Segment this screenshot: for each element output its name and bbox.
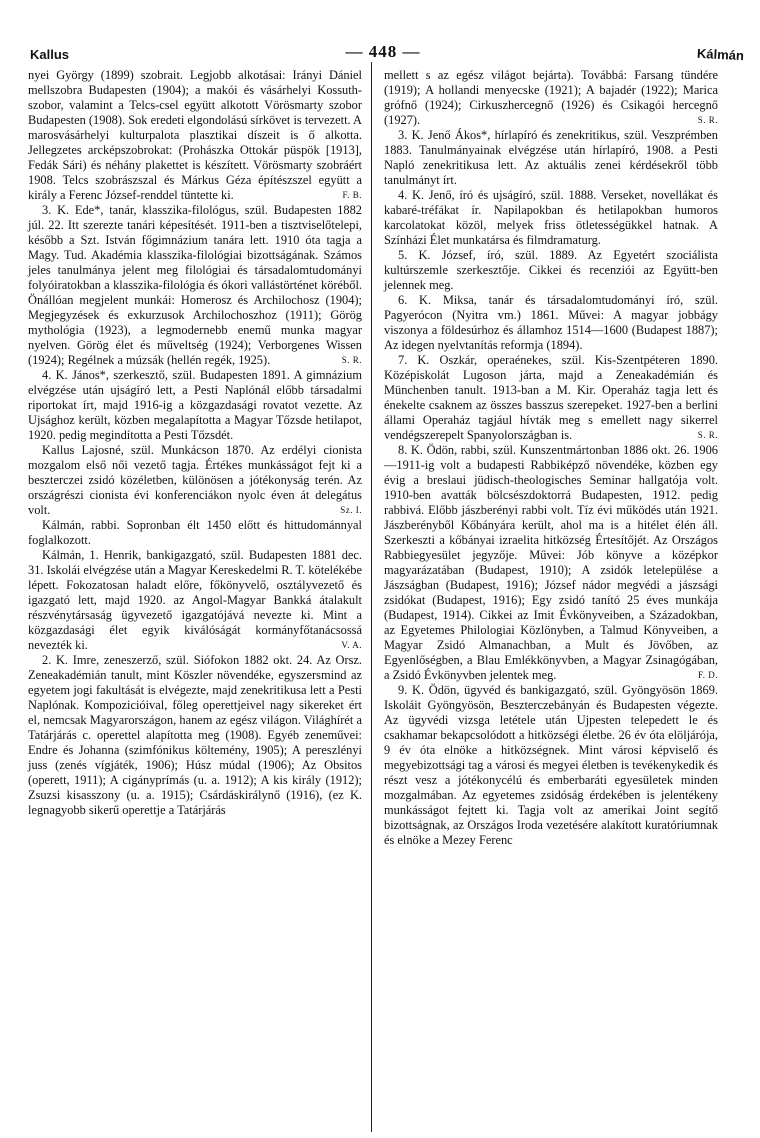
entry-text: Kallus Lajosné, szül. Munkácson 1870. Az erdélyi cionista mozgalom első női vezető tagja. Értékes munkásságot fejt ki a beszterczei zsidó közéletben, különösen a jótékonyság terén. Az országrészi cionista évi konferenciákon nyolc éven át delegátus volt. <box>28 443 362 517</box>
entry-paragraph <box>384 128 718 188</box>
entry-text: 6. K. Miksa, tanár és társadalomtudományi író, szül. Pagyerócon (Nyitra vm.) 1861. Művei: A magyar jobbágy viszonya a földesúrhoz és államhoz 1514—1600 (Budapest 1887); Az idegen nyelvtanítás reformja (1894). <box>384 293 718 352</box>
entry-paragraph <box>28 368 362 443</box>
running-header <box>30 38 744 62</box>
author-signature: S. R. <box>697 430 718 440</box>
entry-text: 7. K. Oszkár, operaénekes, szül. Kis-Szentpéteren 1890. Középiskolát Lugoson járta, majd a Zeneakadémián és Münchenben tanult. 1913-ban a M. Kir. Operaház tagja lett és énekelte csaknem az összes basszus szerepeket. 1927-ben a berlini állami Operaház tagjául hívták meg s emellett nagy sikerrel vendégszerepelt Spanyolországban is. <box>384 353 718 442</box>
entry-paragraph <box>384 68 718 128</box>
entry-text: Kálmán, 1. Henrik, bankigazgató, szül. Budapesten 1881 dec. 31. Iskolái elvégzése után a Magyar Kereskedelmi R. T. kötelékébe lépett. Fokozatosan haladt előre, főkönyvelő, osztályvezető és igazgató lett, majd 1920. az Angol-Magyar Bankká átalakult részvénytársaság ügyvezető igazgatójává nevezte ki. Mint a közgazdasági élet egyik kiválóságát kormányfőtanácsossá nevezték ki. <box>28 548 362 652</box>
entry-text: 4. K. János*, szerkesztő, szül. Budapesten 1891. A gimnázium elvégzése után ujságíró lett, a Pesti Naplónál előbb társadalmi riportokat írt, majd 1916-ig a közgazdasági rovatot vezette. Az Ujsághoz került, közben megalapította a Magyar Tőzsde hetilapot, 1920. pedig megindította a Pesti Tőzsdét. <box>28 368 362 442</box>
entry-text: 2. K. Imre, zeneszerző, szül. Siófokon 1882 okt. 24. Az Orsz. Zeneakadémián tanult, mint Köszler növendéke, egyszersmind az egyetem jogi fakultását is elvégezte, majd zenekritikusa lett a Pesti Naplónak. Kompozicióival, főleg operettjeivel nagy sikereket ért el, nemcsak Magyarországon, hanem az egész világon. Világhírét a Tatárjárás c. operettel alapította meg (1908). Egyéb zeneművei: Endre és Johanna (szimfónikus költemény, 1905); A pereszlényi juss (zenés vígjáték, 1906); Húsz múdal (1906); Az Obsitos (operett, 1911); A cigányprímás (u. a. 1912); A kis király (1912); Zsuzsi kisasszony (u. a. 1915); Csárdáskirálynő (1916), (ez K. legnagyobb sikerű operettje a Tatárjárás <box>28 653 362 817</box>
running-head-left: Kallus <box>30 47 70 62</box>
entry-paragraph <box>384 683 718 848</box>
entry-paragraph <box>28 203 362 368</box>
page-number: — 448 — <box>345 42 421 61</box>
entry-text: 5. K. József, író, szül. 1889. Az Egyetért szociálista kultúrszemle szerkesztője. Cikkei és recenziói az Együtt-ben jelennek meg. <box>384 248 718 292</box>
right-column <box>384 68 718 848</box>
entry-paragraph <box>384 188 718 248</box>
author-signature: S. R. <box>341 355 362 365</box>
entry-paragraph <box>28 548 362 653</box>
entry-paragraph <box>384 248 718 293</box>
author-signature: V. A. <box>341 640 362 650</box>
entry-text: mellett s az egész világot bejárta). Továbbá: Farsang tündére (1919); A hollandi menyecske (1921); A bajadér (1922); Marica grófnő (1924); Cirkuszhercegnő (1926) és Csikagói hercegnő (1927). <box>384 68 718 127</box>
left-column <box>28 68 362 818</box>
entry-paragraph <box>28 443 362 518</box>
entry-paragraph <box>384 443 718 683</box>
entry-paragraph <box>28 68 362 203</box>
entry-paragraph <box>384 293 718 353</box>
running-head-right: Kálmán <box>696 45 745 64</box>
author-signature: Sz. I. <box>340 505 362 515</box>
author-signature: S. R. <box>697 115 718 125</box>
entry-text: 9. K. Ödön, ügyvéd és bankigazgató, szül. Gyöngyösön 1869. Iskoláit Gyöngyösön, Beszterczebányán és Budapesten végezte. Az ügyvédi vizsga letétele után Ujpesten telepedett le és csakhamar bekapcsolódott a hitközségi életbe. 26 év óta elöljárója, 9 év óta elnöke a hitközségnek. Mint városi képviselő és megyebizottsági tag a városi és megyei életben is tevékenykedik és részt vesz a jótékonycélú és emberbaráti egyesületek minden mozgalmában. Az egyetemes zsidóság érdekében is jelentékeny munkásságot fejtett ki. Tagja volt az amerikai Joint segítő bizottságnak, az Országos Iroda vezetésére alakított kuratóriumnak és elnöke a Mezey Ferenc <box>384 683 718 847</box>
entry-paragraph <box>384 353 718 443</box>
entry-text: 8. K. Ödön, rabbi, szül. Kunszentmártonban 1886 okt. 26. 1906—1911-ig volt a budapesti Rabbiképző növendéke, közben egy évig a breslaui jüdisch-theologisches Seminar hallgatója volt. 1910-ben avatták bölcsészdoktorrá Budapesten, 1912. pedig rabbivá. Előbb jászberényi rabbi volt. Tíz évi működés után 1921. Jászberényből Kőbányára került, ahol ma is a hitélet élén áll. Szerkeszti a kőbányai izraelita hitközség Értesítőjét. Az Országos Rabbiegyesület jegyzője. Művei: Jób könyve a középkor magyarázatában (Budapest, 1910); A zsidók letelepülése a Jászságban (Budapest, 1916); József nádor megvédi a jászsági zsidókat (Budapest, 1916); Egy zsidó tanító 25 éves munkája (Budapest, 1914). Cikkei az Imit Évkönyveiben, a Századokban, az Egyetemes Philologiai Közlönyben, a Talmud Könyveiben, a Magyar Zsidó Almanachban, a Mult és Jövőben, az Egyenlőségben, a Blau Emlékkönyvben, a Magyar Zsinagógában, a Zsidó Évkönyvben jelentek meg. <box>384 443 718 682</box>
entry-paragraph <box>28 653 362 818</box>
entry-paragraph <box>28 518 362 548</box>
author-signature: F. D. <box>697 670 718 680</box>
entry-text: Kálmán, rabbi. Sopronban élt 1450 előtt és hittudománnyal foglalkozott. <box>28 518 362 547</box>
author-signature: F. B. <box>342 190 362 200</box>
column-divider <box>371 62 372 1132</box>
entry-text: 3. K. Ede*, tanár, klasszika-filológus, szül. Budapesten 1882 júl. 22. Itt szerezte tanári képesítését. 1911-ben a tisztviselőtelepi, később a Szt. István főgimnázium tanára lett. 1910 óta tagja a Magy. Tud. Akadémia klasszika-filológiai bizottságának. Számos jeles tanulmánya jelent meg filológiai és társadalomtudományi folyóiratokban a klasszika-filológia és ókori vallástörténet köréből. Önállóan megjelent munkái: Homerosz és Archilochosz (1904); Megjegyzések és exkurzusok Archilochoszhoz (1911); Görög mythológia (1923), a legmodernebb enemű munka magyar nyelven. Görög élet és műveltség (1924); Verborgenes Wissen (1924); Regélnek a múzsák (hellén regék, 1925). <box>28 203 362 367</box>
entry-text: 3. K. Jenő Ákos*, hírlapíró és zenekritikus, szül. Veszprémben 1883. Tanulmányainak elvégzése után hírlapíró, 1908. a Pesti Napló zenekritikusa lett. Az aktuális zenei kérdésekről több tanulmányt írt. <box>384 128 718 187</box>
entry-text: 4. K. Jenő, író és ujságíró, szül. 1888. Verseket, novellákat és kabaré-tréfákat ír. Napilapokban és hetilapokban humoros karcolatokat közöl, melyek friss ötletességükkel hatnak. A Színházi Élet munkatársa és filmdramaturg. <box>384 188 718 247</box>
entry-text: nyei György (1899) szobrait. Legjobb alkotásai: Irányi Dániel mellszobra Budapesten (1904); a makói és vásárhelyi Kossuth-szobor, valamint a Telcs-csel együtt alkotott Vörösmarty szobor Budapesten (1908). Sok eredeti elgondolású sírkövet is tervezett. A marosvásárhelyi kulturpalota plasztikai díszeit is ő alkotta. Jellegzetes arcképszobrokat: (Prohászka Ottokár püspök [1913], Fedák Sári) és néhány plakettet is készített. Vörösmarty szobráért 1908. Telcs szobrászszal és Márkus Géza építészszel együtt a király a Ferenc József-renddel tüntette ki. <box>28 68 362 202</box>
